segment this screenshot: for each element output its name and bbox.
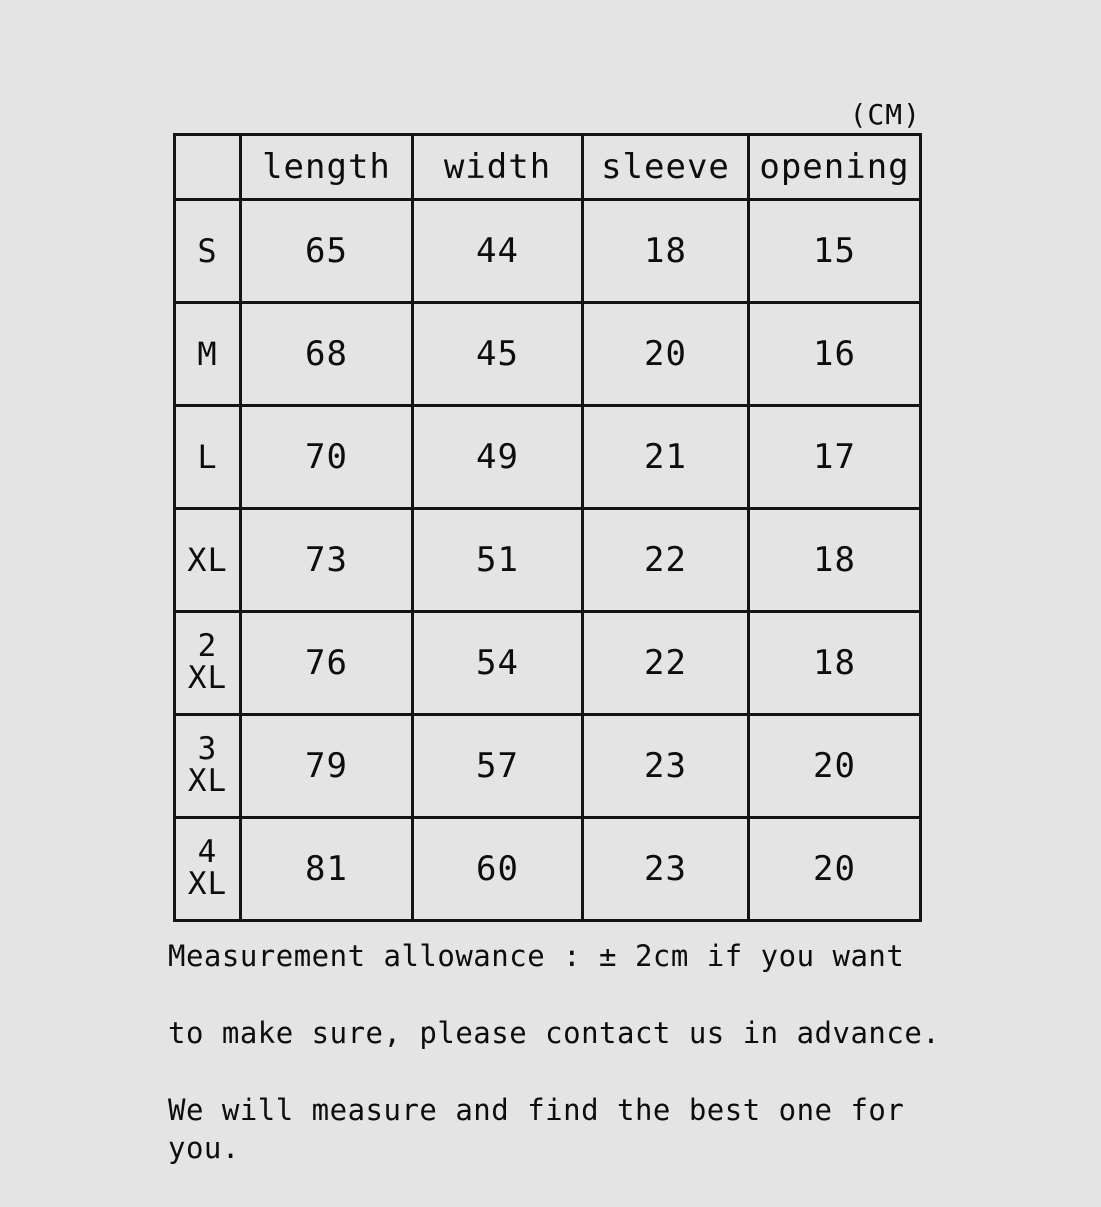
cell-opening: 18 <box>749 509 921 612</box>
column-header-sleeve: sleeve <box>583 135 749 200</box>
size-label: L <box>175 406 241 509</box>
table-row <box>175 715 921 818</box>
column-header-opening: opening <box>749 135 921 200</box>
cell-width: 45 <box>413 303 583 406</box>
cell-length: 70 <box>241 406 413 509</box>
cell-length: 68 <box>241 303 413 406</box>
cell-opening: 16 <box>749 303 921 406</box>
cell-length: 79 <box>241 715 413 818</box>
cell-opening: 20 <box>749 715 921 818</box>
note-line-1: Measurement allowance : ± 2cm if you want <box>168 938 905 973</box>
cell-width: 51 <box>413 509 583 612</box>
cell-width: 57 <box>413 715 583 818</box>
column-header-width: width <box>413 135 583 200</box>
cell-width: 60 <box>413 818 583 921</box>
size-label-line2: XL <box>187 866 228 902</box>
cell-sleeve: 23 <box>583 715 749 818</box>
cell-length: 65 <box>241 200 413 303</box>
cell-sleeve: 20 <box>583 303 749 406</box>
cell-opening: 17 <box>749 406 921 509</box>
cell-width: 49 <box>413 406 583 509</box>
table-row <box>175 612 921 715</box>
size-label-line1: 2 <box>197 628 218 665</box>
table-row <box>175 509 921 612</box>
cell-length: 81 <box>241 818 413 921</box>
size-label: M <box>175 303 241 406</box>
table-row <box>175 406 921 509</box>
cell-opening: 18 <box>749 612 921 715</box>
cell-sleeve: 18 <box>583 200 749 303</box>
size-label-line1: 3 <box>197 731 218 768</box>
size-label <box>175 715 241 818</box>
cell-length: 76 <box>241 612 413 715</box>
unit-label: (CM) <box>849 98 921 131</box>
measurement-note <box>168 898 958 1207</box>
cell-width: 44 <box>413 200 583 303</box>
cell-sleeve: 22 <box>583 509 749 612</box>
note-line-3: We will measure and find the best one for you. <box>168 1092 905 1166</box>
cell-sleeve: 21 <box>583 406 749 509</box>
column-header-size <box>175 135 241 200</box>
size-label <box>175 612 241 715</box>
cell-opening: 15 <box>749 200 921 303</box>
cell-opening: 20 <box>749 818 921 921</box>
table-row <box>175 200 921 303</box>
size-label-line2: XL <box>187 660 228 696</box>
cell-sleeve: 23 <box>583 818 749 921</box>
size-label-line1: 4 <box>197 834 218 871</box>
size-label-line2: XL <box>187 763 228 799</box>
cell-sleeve: 22 <box>583 612 749 715</box>
table-row <box>175 303 921 406</box>
column-header-length: length <box>241 135 413 200</box>
note-line-2: to make sure, please contact us in advance. <box>168 1015 941 1050</box>
size-label: XL <box>175 509 241 612</box>
cell-length: 73 <box>241 509 413 612</box>
cell-width: 54 <box>413 612 583 715</box>
size-label: S <box>175 200 241 303</box>
size-chart-table <box>173 133 922 922</box>
table-header-row <box>175 135 921 200</box>
